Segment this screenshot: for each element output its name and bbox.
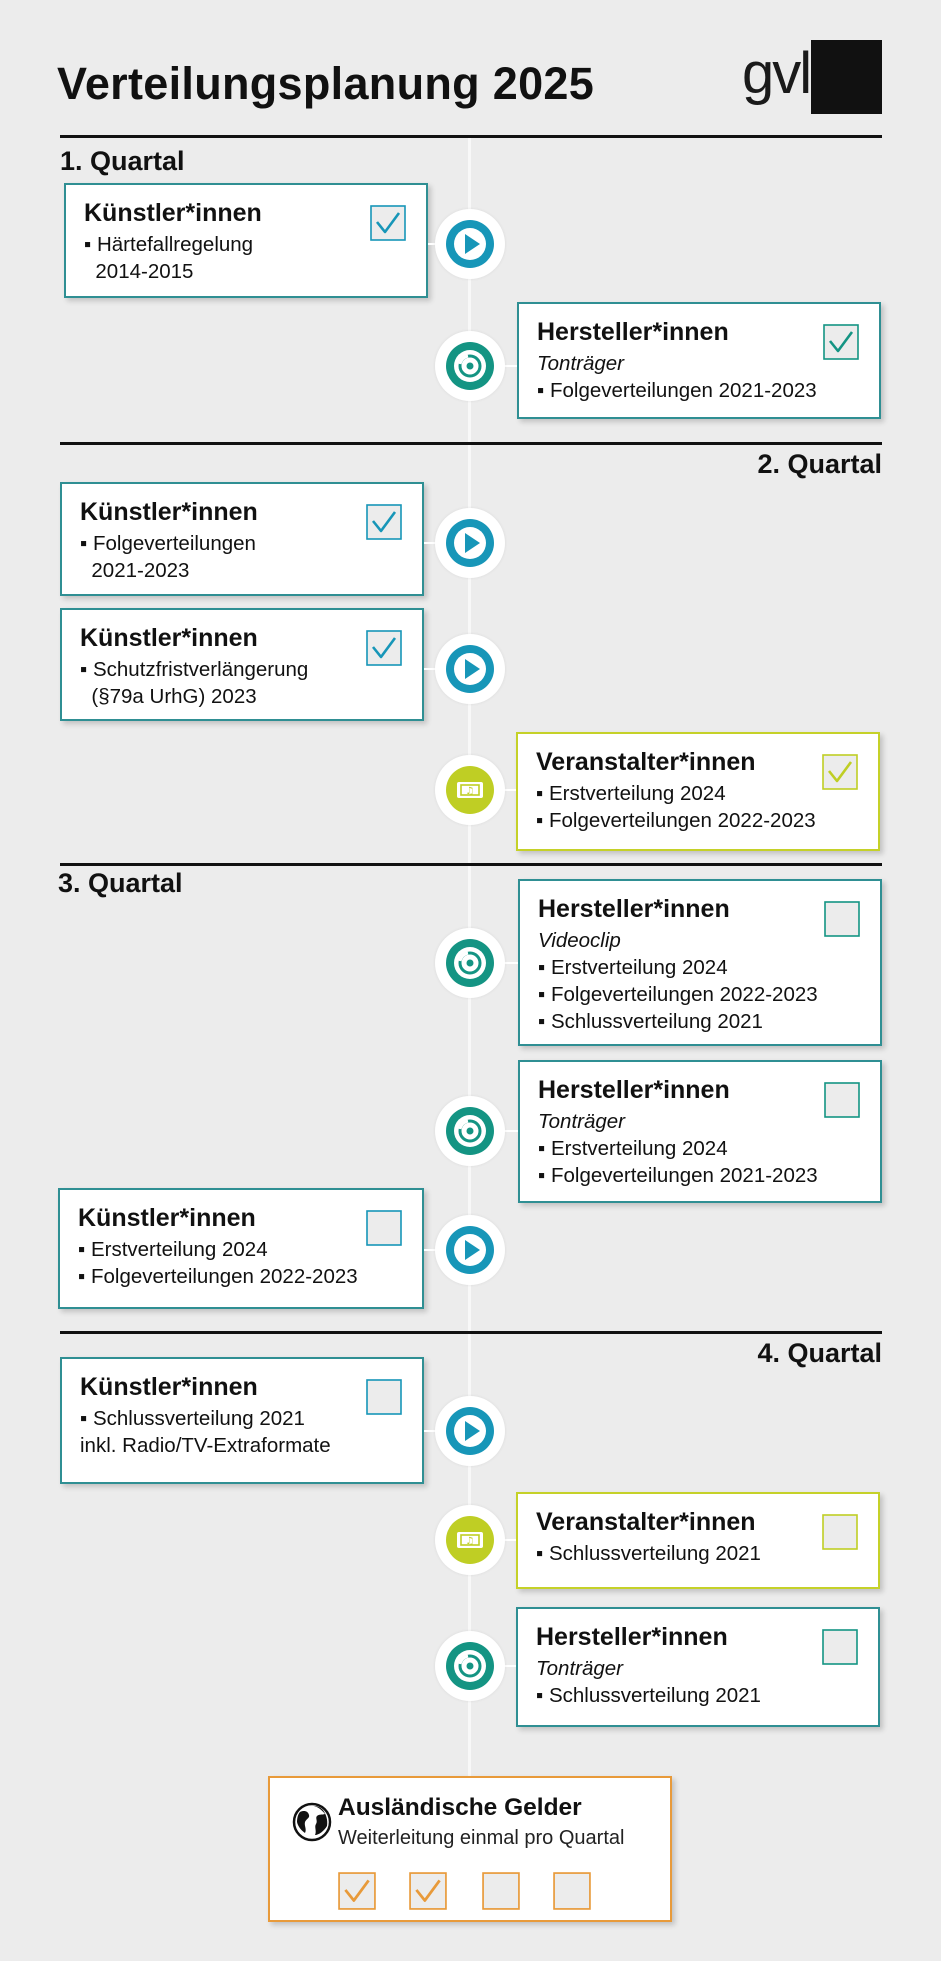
svg-text:♫: ♫: [465, 786, 475, 797]
timeline-node-organizer: [435, 1505, 505, 1575]
entry-title: Hersteller*innen: [536, 1623, 728, 1651]
entry-line: ▪ Erstverteilung 2024: [538, 1137, 728, 1160]
entry-card-organizer: [516, 1492, 880, 1589]
quarter-checkbox-3: [482, 1872, 520, 1910]
entry-card-producer: [518, 879, 882, 1046]
play-icon: [446, 1226, 494, 1274]
entry-card-organizer: [516, 732, 880, 851]
entry-subtitle: Tonträger: [536, 1657, 623, 1680]
top-divider: [60, 135, 882, 138]
entry-lines: [84, 231, 253, 285]
entry-subtitle: Tonträger: [537, 352, 624, 375]
entry-line: ▪ Härtefallregelung: [84, 233, 254, 256]
entry-title: Künstler*innen: [78, 1204, 256, 1232]
checkbox-empty-icon: [824, 901, 860, 937]
entry-lines: [537, 350, 817, 404]
entry-card-artist: [60, 608, 424, 721]
record-icon: [446, 1107, 494, 1155]
entry-card-producer: [517, 302, 881, 419]
entry-title: Künstler*innen: [84, 199, 262, 227]
entry-checkbox: [366, 504, 402, 540]
entry-checkbox: [822, 754, 858, 790]
record-icon: [446, 939, 494, 987]
entry-checkbox: [824, 901, 860, 937]
entry-lines: [80, 656, 308, 710]
entry-card-producer: [516, 1607, 880, 1727]
entry-checkbox: [822, 1629, 858, 1665]
entry-line: ▪ Folgeverteilungen 2022-2023: [538, 983, 818, 1006]
checkbox-checked-icon: [823, 324, 859, 360]
entry-line: ▪ Folgeverteilungen: [80, 532, 256, 555]
divider-q4: [60, 1331, 882, 1334]
checkbox-empty-icon: [824, 1082, 860, 1118]
entry-subtitle: Tonträger: [538, 1110, 625, 1133]
quarter-label-3: 3. Quartal: [58, 868, 183, 898]
foreign-funds-text: Weiterleitung einmal pro Quartal: [338, 1827, 625, 1849]
quarter-checkbox-4: [553, 1872, 591, 1910]
play-icon: [446, 645, 494, 693]
entry-line: ▪ Schlussverteilung 2021: [536, 1684, 761, 1707]
entry-line: ▪ Folgeverteilungen 2022-2023: [78, 1265, 358, 1288]
entry-line: ▪ Folgeverteilungen 2021-2023: [538, 1164, 818, 1187]
entry-lines: [78, 1236, 358, 1290]
entry-card-artist: [58, 1188, 424, 1309]
checkbox-empty-icon: [366, 1379, 402, 1415]
timeline-node-producer: [435, 1631, 505, 1701]
entry-line: (§79a UrhG) 2023: [80, 685, 257, 708]
gvl-logo: [742, 40, 882, 114]
checkbox-checked-icon: [822, 754, 858, 790]
entry-lines: [536, 780, 816, 834]
entry-title: Veranstalter*innen: [536, 1508, 756, 1536]
entry-line: ▪ Folgeverteilungen 2021-2023: [537, 379, 817, 402]
timeline-node-artist: [435, 209, 505, 279]
checkbox-checked-icon: [409, 1872, 447, 1910]
timeline-node-artist: [435, 1396, 505, 1466]
checkbox-empty-icon: [822, 1514, 858, 1550]
entry-line: ▪ Erstverteilung 2024: [78, 1238, 268, 1261]
ticket-icon: [446, 1516, 494, 1564]
foreign-funds-card: [268, 1776, 672, 1922]
entry-line: ▪ Erstverteilung 2024: [536, 782, 726, 805]
entry-checkbox: [823, 324, 859, 360]
divider-q2: [60, 442, 882, 445]
quarter-label-2: 2. Quartal: [757, 449, 882, 479]
checkbox-empty-icon: [553, 1872, 591, 1910]
timeline-node-artist: [435, 1215, 505, 1285]
logo-text: gvl: [742, 41, 811, 106]
entry-title: Künstler*innen: [80, 1373, 258, 1401]
timeline-node-producer: [435, 1096, 505, 1166]
timeline-node-organizer: [435, 755, 505, 825]
globe-icon: [292, 1802, 332, 1842]
timeline-node-producer: [435, 928, 505, 998]
entry-line: 2021-2023: [80, 559, 190, 582]
entry-line: ▪ Erstverteilung 2024: [538, 956, 728, 979]
entry-title: Künstler*innen: [80, 498, 258, 526]
entry-line: ▪ Schlussverteilung 2021: [80, 1407, 305, 1430]
logo-block: [811, 40, 882, 114]
entry-line: ▪ Schlussverteilung 2021: [536, 1542, 761, 1565]
record-icon: [446, 1642, 494, 1690]
ticket-icon: [446, 766, 494, 814]
quarter-label-1: 1. Quartal: [60, 146, 185, 176]
timeline-node-artist: [435, 508, 505, 578]
play-icon: [446, 519, 494, 567]
entry-card-producer: [518, 1060, 882, 1203]
entry-checkbox: [366, 1379, 402, 1415]
entry-subtitle: Videoclip: [538, 929, 621, 952]
checkbox-empty-icon: [366, 1210, 402, 1246]
entry-title: Hersteller*innen: [538, 1076, 730, 1104]
entry-title: Hersteller*innen: [538, 895, 730, 923]
foreign-funds-title: Ausländische Gelder: [338, 1794, 582, 1821]
quarter-checkbox-1: [338, 1872, 376, 1910]
entry-checkbox: [366, 630, 402, 666]
entry-lines: [536, 1540, 761, 1567]
record-icon: [446, 342, 494, 390]
entry-title: Hersteller*innen: [537, 318, 729, 346]
checkbox-checked-icon: [370, 205, 406, 241]
timeline-node-artist: [435, 634, 505, 704]
entry-checkbox: [822, 1514, 858, 1550]
entry-lines: [538, 1108, 818, 1189]
entry-line: ▪ Schlussverteilung 2021: [538, 1010, 763, 1033]
divider-q3: [60, 863, 882, 866]
entry-title: Veranstalter*innen: [536, 748, 756, 776]
svg-text:♫: ♫: [465, 1536, 475, 1547]
entry-card-artist: [60, 1357, 424, 1484]
checkbox-checked-icon: [366, 504, 402, 540]
timeline-node-producer: [435, 331, 505, 401]
entry-card-artist: [60, 482, 424, 596]
entry-title: Künstler*innen: [80, 624, 258, 652]
entry-lines: [80, 530, 256, 584]
entry-checkbox: [366, 1210, 402, 1246]
entry-line: ▪ Folgeverteilungen 2022-2023: [536, 809, 816, 832]
entry-checkbox: [824, 1082, 860, 1118]
checkbox-checked-icon: [366, 630, 402, 666]
entry-lines: [536, 1655, 761, 1709]
entry-lines: [80, 1405, 331, 1459]
entry-line: 2014-2015: [84, 260, 194, 283]
entry-line: ▪ Schutzfristverlängerung: [80, 658, 309, 681]
entry-checkbox: [370, 205, 406, 241]
quarter-checkbox-2: [409, 1872, 447, 1910]
checkbox-empty-icon: [482, 1872, 520, 1910]
entry-lines: [538, 927, 818, 1035]
play-icon: [446, 220, 494, 268]
entry-card-artist: [64, 183, 428, 298]
quarter-label-4: 4. Quartal: [757, 1338, 882, 1368]
checkbox-empty-icon: [822, 1629, 858, 1665]
page-title: Verteilungsplanung 2025: [57, 58, 595, 109]
entry-line: inkl. Radio/TV-Extraformate: [80, 1434, 331, 1457]
play-icon: [446, 1407, 494, 1455]
checkbox-checked-icon: [338, 1872, 376, 1910]
